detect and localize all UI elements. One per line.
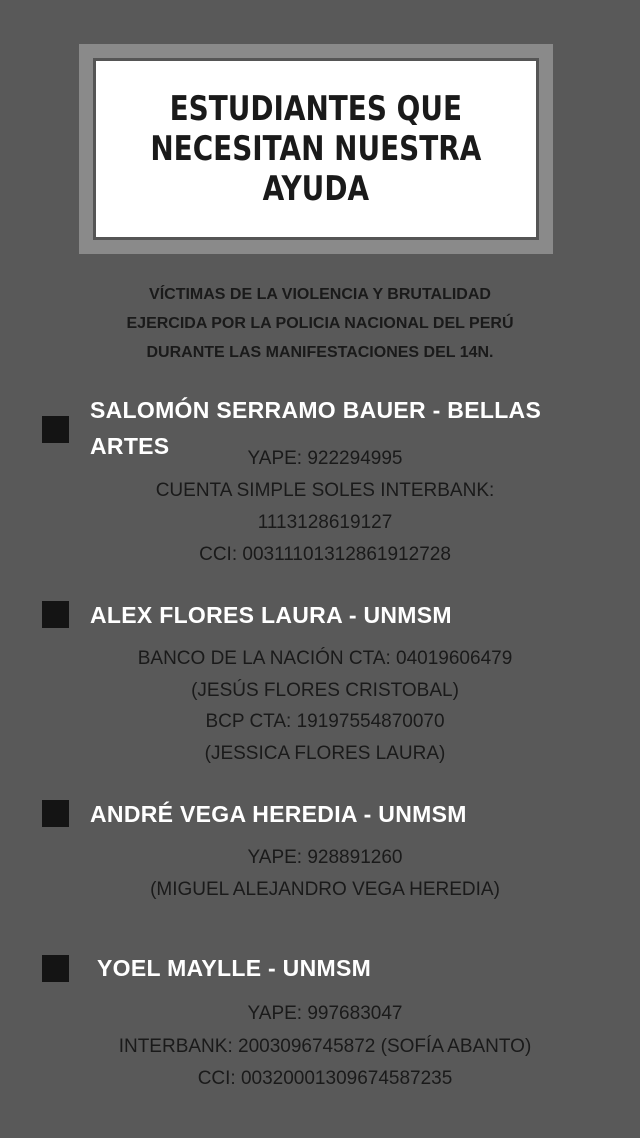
subtitle-line-3: DURANTE LAS MANIFESTACIONES DEL 14N.	[146, 344, 494, 361]
student-detail-line: CCI: 00311101312861912728	[199, 544, 451, 565]
student-detail-line: YAPE: 997683047	[247, 1003, 403, 1024]
page-title	[151, 89, 482, 209]
title-line-1: ESTUDIANTES QUE	[169, 89, 463, 129]
student-detail-line: (JESSICA FLORES LAURA)	[204, 743, 446, 764]
bullet-square-icon	[42, 800, 69, 827]
title-line-2: NECESITAN NUESTRA	[150, 129, 482, 169]
title-box	[93, 58, 539, 240]
subtitle	[60, 280, 580, 367]
student-name: ANDRÉ VEGA HEREDIA - UNMSM	[90, 801, 467, 827]
student-detail-line: YAPE: 922294995	[247, 448, 403, 469]
student-detail-line: INTERBANK: 2003096745872 (SOFÍA ABANTO)	[118, 1036, 532, 1057]
student-detail-line: BCP CTA: 19197554870070	[205, 711, 445, 732]
student-detail-line: (MIGUEL ALEJANDRO VEGA HEREDIA)	[150, 879, 500, 900]
student-detail-line: 1113128619127	[257, 512, 393, 533]
student-detail-line: (JESÚS FLORES CRISTOBAL)	[191, 680, 459, 701]
title-line-3: AYUDA	[262, 169, 370, 209]
title-frame	[79, 44, 553, 254]
subtitle-line-1: VÍCTIMAS DE LA VIOLENCIA Y BRUTALIDAD	[149, 286, 491, 303]
student-name-line-1: SALOMÓN SERRAMO BAUER - BELLAS	[90, 397, 542, 423]
bullet-square-icon	[42, 955, 69, 982]
bullet-square-icon	[42, 416, 69, 443]
student-name: YOEL MAYLLE - UNMSM	[97, 955, 372, 981]
bullet-square-icon	[42, 601, 69, 628]
student-detail-line: BANCO DE LA NACIÓN CTA: 04019606479	[137, 648, 513, 669]
student-name: ALEX FLORES LAURA - UNMSM	[90, 602, 452, 628]
subtitle-line-2: EJERCIDA POR LA POLICIA NACIONAL DEL PERÚ	[126, 315, 514, 332]
student-detail-line: CCI: 00320001309674587235	[197, 1068, 453, 1089]
student-detail-line: CUENTA SIMPLE SOLES INTERBANK:	[155, 480, 495, 501]
student-detail-line: YAPE: 928891260	[247, 847, 403, 868]
student-name-line-2: ARTES	[90, 433, 170, 459]
